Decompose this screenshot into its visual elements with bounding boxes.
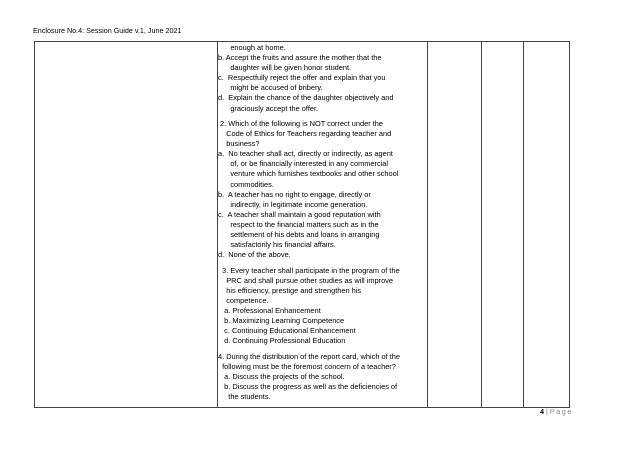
content-line: PRC and shall pursue other studies as will improve	[218, 275, 393, 285]
content-line: 4. During the distribution of the report card, which of the	[218, 351, 400, 361]
content-line: respect to the financial matters such as in the	[218, 219, 379, 229]
content-line: a. No teacher shall act, directly or indirectly, as agent	[218, 149, 393, 159]
content-line: of, or be financially interested in any commercial	[218, 159, 389, 169]
content-line: satisfactorily his financial affairs.	[218, 240, 336, 250]
content-line: c. Respectfully reject the offer and explain that you	[218, 73, 386, 83]
content-line: business?	[218, 139, 260, 149]
content-line: b. Discuss the progress as well as the deficiencies of	[218, 381, 398, 391]
content-line: graciously accept the offer.	[218, 103, 319, 113]
content-line: Code of Ethics for Teachers regarding teacher and	[218, 129, 392, 139]
content-line: c. A teacher shall maintain a good reputation with	[218, 209, 381, 219]
content-line: indirectly, in legitimate income generation.	[218, 199, 368, 209]
content-line: the students.	[218, 391, 271, 401]
column-divider	[523, 42, 524, 407]
column-divider	[481, 42, 482, 407]
content-line: daughter will be given honor student.	[218, 63, 352, 73]
page-number: 4	[539, 407, 544, 416]
content-line: commodities.	[218, 179, 274, 189]
content-line: settlement of his debts and loans in arranging	[218, 229, 380, 239]
page-footer	[540, 407, 573, 417]
content-line: b. Accept the fruits and assure the mother that the	[218, 53, 382, 63]
content-line: d. None of the above.	[218, 250, 291, 260]
content-line: d. Continuing Professional Education	[218, 336, 346, 346]
content-line: 3. Every teacher shall participate in the program of the	[218, 265, 400, 275]
content-line: b. Maximizing Learning Competence	[218, 316, 345, 326]
content-line: might be accused of bribery.	[218, 83, 323, 93]
content-line: c. Continuing Educational Enhancement	[218, 326, 356, 336]
content-line: b. A teacher has no right to engage, directly or	[218, 189, 371, 199]
content-line: enough at home.	[218, 43, 286, 52]
content-line: d. Explain the chance of the daughter objectively and	[218, 93, 394, 103]
content-line: competence.	[218, 295, 269, 305]
page-word: Page	[549, 407, 573, 416]
content-line: a. Professional Enhancement	[218, 305, 321, 315]
content-line: following must be the foremost concern of a teacher?	[218, 361, 396, 371]
content-line: 2. Which of the following is NOT correct under the	[218, 118, 383, 128]
page-separator: |	[545, 407, 548, 416]
questions-cell	[218, 43, 430, 402]
document-header: Enclosure No.4: Session Guide v.1, June 2021	[33, 26, 182, 35]
content-line: his efficiency, prestige and strengthen his	[218, 285, 362, 295]
content-line: a. Discuss the projects of the school.	[218, 371, 345, 381]
content-line: venture which furnishes textbooks and other school	[218, 169, 399, 179]
